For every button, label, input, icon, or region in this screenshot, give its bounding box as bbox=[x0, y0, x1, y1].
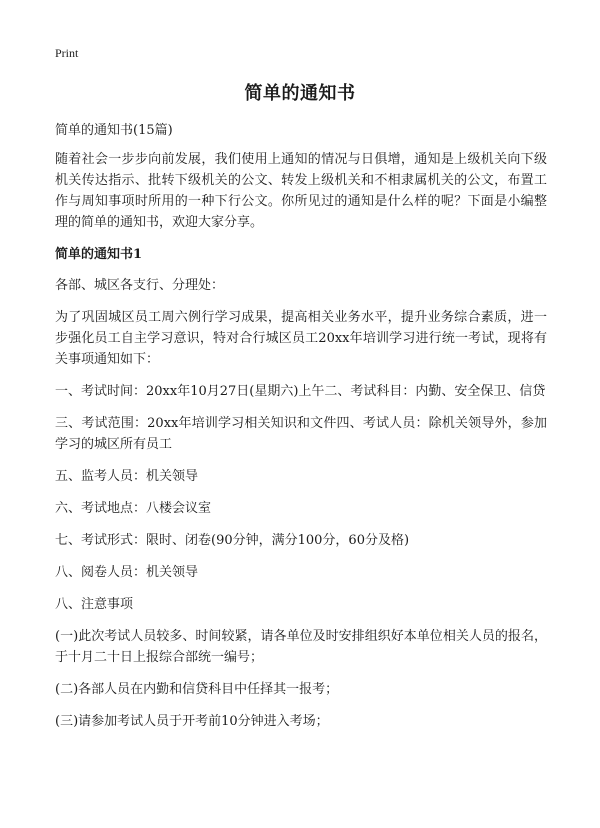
document-title: 简单的通知书 bbox=[244, 83, 356, 104]
document-subtitle: 简单的通知书(15篇) bbox=[55, 123, 173, 138]
salutation-paragraph: 各部、城区各支行、分理处： bbox=[55, 278, 225, 293]
note-item: (一)此次考试人员较多、时间较紧，请各单位及时安排组织好本单位相关人员的报名，于十月二十日上报综合部统一编号； bbox=[55, 629, 547, 665]
note-item: (二)各部人员在内勤和信贷科目中任择其一报考； bbox=[55, 682, 339, 697]
section-heading: 简单的通知书1 bbox=[55, 247, 143, 262]
grader-item: 八、阅卷人员：机关领导 bbox=[55, 565, 199, 580]
format-item: 七、考试形式：限时、闭卷(90分钟，满分100分，60分及格) bbox=[55, 533, 410, 548]
document-body bbox=[55, 120, 547, 743]
note-item: (三)请参加考试人员于开考前10分钟进入考场； bbox=[55, 714, 329, 729]
exam-time-item: 一、考试时间：20xx年10月27日(星期六)上午二、考试科目：内勤、安全保卫、信贷 bbox=[55, 384, 546, 399]
exam-scope-item: 三、考试范围：20xx年培训学习相关知识和文件四、考试人员：除机关领导外，参加学习的城区所有员工 bbox=[55, 416, 547, 452]
notes-heading-item: 八、注意事项 bbox=[55, 597, 134, 612]
location-item: 六、考试地点：八楼会议室 bbox=[55, 501, 212, 516]
body-paragraph: 为了巩固城区员工周六例行学习成果，提高相关业务水平，提升业务综合素质，进一步强化员工自主学习意识，特对合行城区员工20xx年培训学习进行统一考试，现将有关事项通知如下： bbox=[55, 310, 547, 367]
print-link[interactable]: Print bbox=[55, 46, 79, 60]
intro-paragraph: 随着社会一步步向前发展，我们使用上通知的情况与日俱增，通知是上级机关向下级机关传达指示、批转下级机关的公文、转发上级机关和不相隶属机关的公文，布置工作与周知事项时所用的一种下行公文。你所见过的通知是什么样的呢？下面是小编整理的简单的通知书，欢迎大家分享。 bbox=[55, 152, 547, 230]
proctor-item: 五、监考人员：机关领导 bbox=[55, 469, 199, 484]
